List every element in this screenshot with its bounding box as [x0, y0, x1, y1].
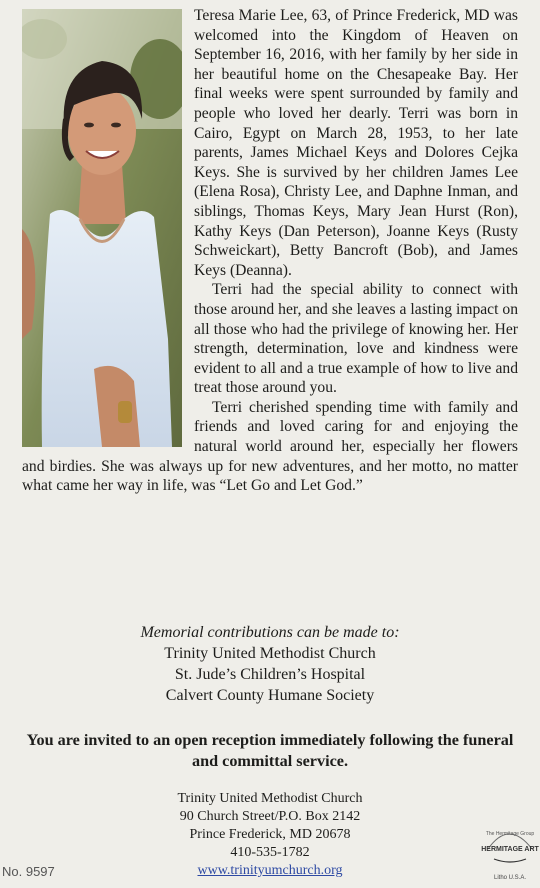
obituary-paragraph-1: Teresa Marie Lee, 63, of Prince Frederick, MD was welcomed into the Kingdom of Heaven on September 16, 2016, with her family by her side in her beautiful home on the Chesapeake Bay. Her final weeks were spent surrounded by family and people who loved her dearly. Terri was born in Cairo, Egypt on March 28, 1953, to her late parents, James Michael Keys and Dolores Cejka Keys. She is survived by her children James Lee (Elena Rosa), Christy Lee, and Daphne Inman, and siblings, Thomas Keys, Mary Jean Hurst (Ron), Kathy Keys (Dan Peterson), Joanne Keys (Rusty Schweickart), Betty Bancroft (Bob), and James Keys (Deanna).	[194, 7, 518, 279]
reception-invitation: You are invited to an open reception immediately following the funeral and committal service.	[26, 731, 514, 770]
logo-arc-text: The Hermitage Group	[485, 831, 535, 837]
church-name: Trinity United Methodist Church	[177, 791, 363, 806]
church-website-link[interactable]: www.trinityumchurch.org	[197, 863, 343, 878]
obituary-paragraph-2: Terri had the special ability to connect with those around her, and she leaves a lasting impact on all those who had the privilege of knowing her. Her strength, determination, love and kindness were evident to all and a true example of how to live and treat those around you.	[194, 281, 518, 397]
form-number: No. 9597	[2, 864, 55, 879]
hermitage-art-logo	[478, 815, 540, 883]
memorial-org: Trinity United Methodist Church	[164, 645, 376, 662]
church-phone: 410-535-1782	[230, 845, 310, 860]
logo-name: HERMITAGE ART	[481, 846, 539, 853]
photo-text-wrap	[22, 6, 194, 447]
memorial-org: Calvert County Humane Society	[165, 687, 375, 704]
memorial-org: St. Jude’s Children’s Hospital	[174, 666, 366, 683]
church-city: Prince Frederick, MD 20678	[189, 827, 351, 842]
memorial-lead: Memorial contributions can be made to:	[140, 624, 400, 641]
obituary-text	[22, 6, 518, 496]
church-contact	[0, 790, 540, 880]
logo-icon	[478, 815, 540, 883]
obituary-paragraph-3: Terri cherished spending time with family and friends and loved caring for and enjoying the natural world around her, especially her flowers and birdies. She was always up for new adventures, and her motto, no matter what came her way in life, was “Let Go and Let God.”	[22, 398, 518, 495]
church-street: 90 Church Street/P.O. Box 2142	[179, 809, 361, 824]
logo-footer: Litho U.S.A.	[493, 875, 527, 881]
memorial-contributions	[0, 622, 540, 706]
